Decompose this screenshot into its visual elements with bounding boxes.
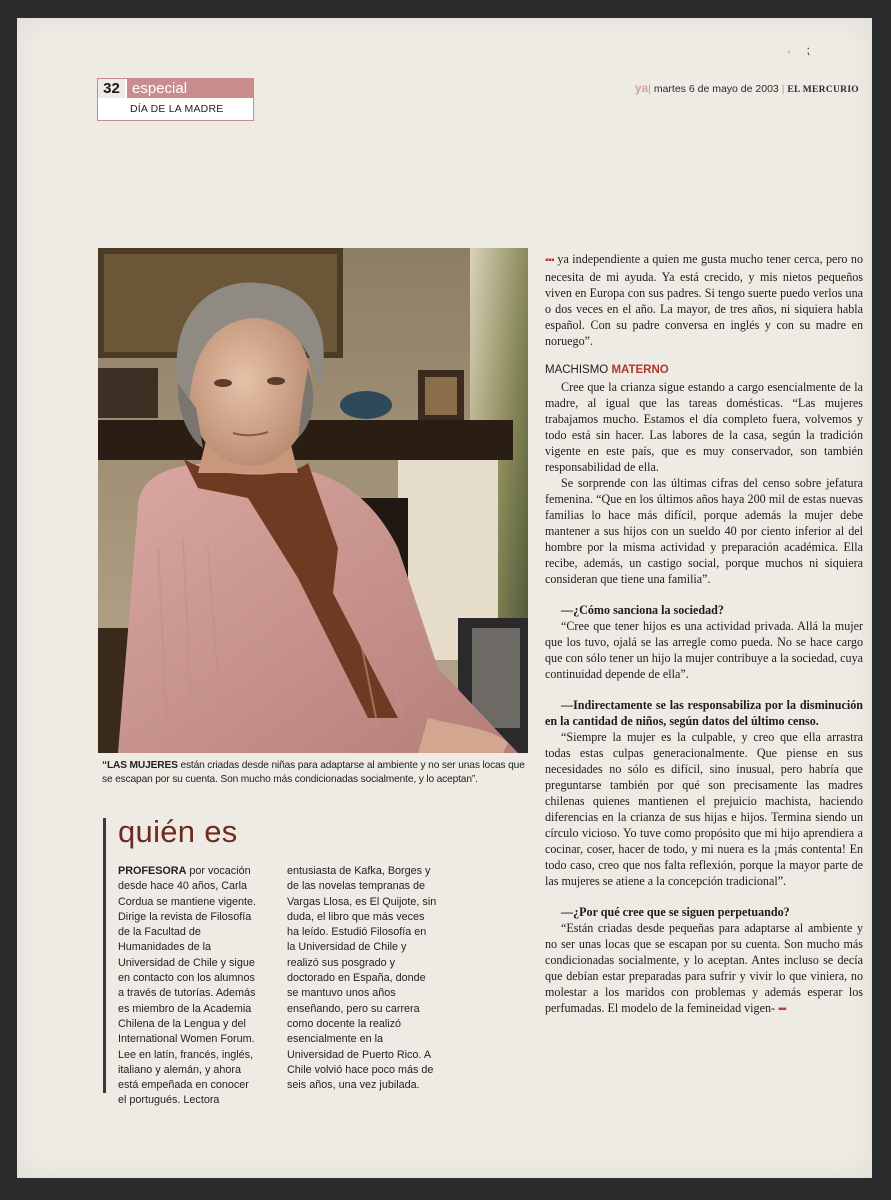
- section-header: [97, 78, 254, 121]
- paragraph: ▪▪▪ ya independiente a quien me gusta mucho tener cerca, pero no necesita de mi ayuda. Ya está crecido, y mis nietos pequeños viven en Europa con sus padres. Si tengo suerte puedo verlos una o dos veces en el año. La mayor, de tres años, ni siquiera habla español. Con su padre conversa en inglés y con su madre en noruego”.: [545, 252, 863, 348]
- paragraph: Se sorprende con las últimas cifras del censo sobre jefatura femenina. “Que en los últimos años haya 200 mil de estas nuevas familias lo hace más difícil, porque además la mujer debe mantener a sus hijos con un sueldo 40 por ciento inferior al del hombre por la misma actividad y preparación académica. Ella recibe, además, un castigo social, porque muchos ni siquiera consideran que tiene una familia”.: [545, 476, 863, 586]
- continued-marker: ▪▪▪: [545, 255, 554, 266]
- brand-logo: ya: [634, 81, 649, 95]
- section-name: especial: [132, 80, 188, 97]
- interview-question: —¿Cómo sanciona la sociedad?: [561, 603, 724, 617]
- page-number: 32: [98, 79, 125, 98]
- subsection-name: DÍA DE LA MADRE: [130, 103, 224, 115]
- paragraph: “Están criadas desde pequeñas para adaptarse al ambiente y no ser unas locas que se escapan por su cuenta. Son mucho más condicionadas socialmente, y lo aceptan. Antes incluso se decía que debían estar preparadas para sufrir y vivir lo que viniera, no molestar a los maridos con problemas y además esperar los perfumadas. El modelo de la femineidad vigen- ▪▪▪: [545, 921, 863, 1015]
- profile-column-1: PROFESORA por vocación desde hace 40 años, Carla Cordua se mantiene vigente. Dirige la revista de Filosofía de la Facultad de Humanidades de la Universidad de Chile y sigue en contacto con los alumnos a través de tutorías. Además es miembro de la Academia Chilena de la Lengua y del International Women Forum. Lee en latín, francés, inglés, italiano y alemán, y ahora está empeñada en conocer el portugués. Lectora: [118, 865, 257, 1107]
- profile-title: quién es: [118, 814, 238, 849]
- article-body: [545, 251, 863, 1018]
- paragraph: “Siempre la mujer es la culpable, y creo que ella arrastra todas estas culpas generacionalmente. Que piense en sus necesidades no sólo es difícil, sino inusual, pero habría que preguntarse también por qué son precisamente las madres chilenas quienes mantienen el prejuicio machista, haciendo diferencias en la crianza de sus hijas e hijos. Termina siendo un círculo vicioso. Yo tuve como propósito que mi hijo aprendiera a cocinar, coser, hacer de todo, y mi nuera es la ¡más contenta! En todo caso, creo que nos falta reflexión, porque la mayor parte de las mujeres se atiene a la concepción tradicional”.: [545, 730, 863, 888]
- interview-question: —¿Por qué cree que se siguen perpetuando?: [561, 905, 790, 919]
- profile-rule: [103, 818, 106, 1093]
- profile-column-2: entusiasta de Kafka, Borges y de las novelas tempranas de Vargas Llosa, es El Quijote, sin duda, el libro que más veces ha leído. Estudió Filosofía en la Universidad de Chile y realizó sus posgrado y doctorado en España, donde se mantuvo unos años enseñando, pero su carrera como docente la realizó esencialmente en la Universidad de Puerto Rico. A Chile volvió hace poco más de seis años, una vez jubilada.: [287, 865, 437, 1092]
- portrait-photo: [98, 248, 528, 753]
- scan-specks: ˒ ⁏: [787, 43, 811, 57]
- issue-date: martes 6 de mayo de 2003: [653, 83, 779, 95]
- newspaper-page: [17, 18, 872, 1178]
- paragraph: “Cree que tener hijos es una actividad privada. Allá la mujer que los tuvo, ojalá se las arregle como pueda. No se hace cargo que con sólo tener un hijo la mujer contribuye a la sociedad, cuya continuidad depende de ella”.: [545, 619, 863, 681]
- photo-caption: “LAS MUJERES están criadas desde niñas para adaptarse al ambiente y no ser unas locas que se escapan por su cuenta. Son mucho más condicionadas socialmente, y lo aceptan”.: [102, 760, 525, 785]
- paragraph: Cree que la crianza sigue estando a cargo esencialmente de la madre, al igual que las tareas domésticas. “Las mujeres trabajamos mucho. Estamos el día completo fuera, volvemos y todo está sin hacer. Las labores de la casa, según la tradición vigente en este país, que es muy conservador, son también responsabilidad de ella.: [545, 380, 863, 474]
- end-marker: ▪▪▪: [778, 1004, 786, 1015]
- interview-question: —Indirectamente se las responsabiliza por la disminución en la cantidad de niños, según datos del último censo.: [545, 698, 863, 728]
- dateline: ya| martes 6 de mayo de 2003 | EL MERCURIO: [634, 81, 859, 95]
- subheading: MACHISMO MATERNO: [545, 364, 669, 376]
- newspaper-name: EL MERCURIO: [787, 85, 859, 95]
